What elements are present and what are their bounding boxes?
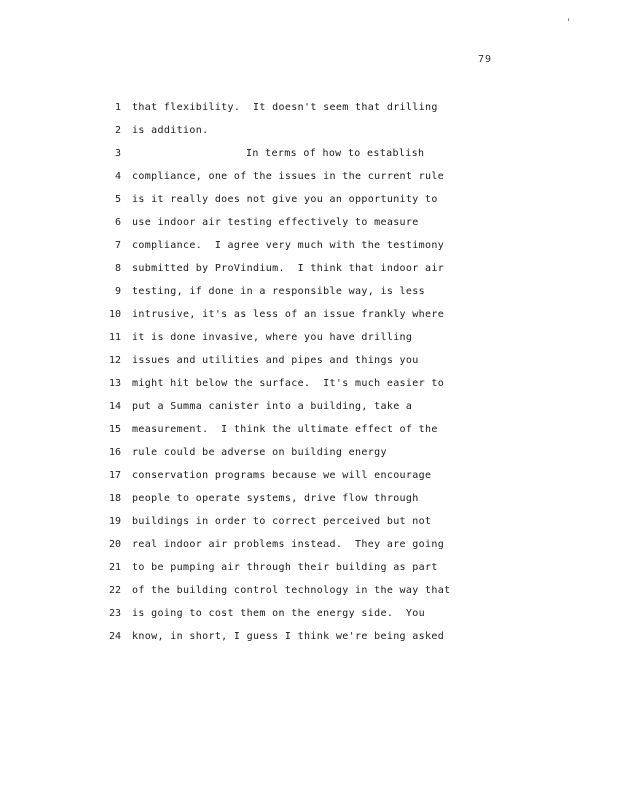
line-text: In terms of how to establish bbox=[246, 148, 425, 159]
line-number: 11 bbox=[108, 332, 121, 343]
transcript-line bbox=[0, 441, 619, 464]
line-text: people to operate systems, drive flow through bbox=[132, 493, 419, 504]
transcript-line bbox=[0, 303, 619, 326]
line-text: know, in short, I guess I think we're being asked bbox=[132, 631, 445, 642]
line-text: intrusive, it's as less of an issue frankly where bbox=[132, 309, 445, 320]
transcript-lines bbox=[0, 96, 619, 648]
line-number: 1 bbox=[114, 102, 121, 113]
line-number: 21 bbox=[108, 562, 121, 573]
transcript-line bbox=[0, 326, 619, 349]
transcript-line bbox=[0, 487, 619, 510]
transcript-line bbox=[0, 510, 619, 533]
transcript-line bbox=[0, 165, 619, 188]
line-text: put a Summa canister into a building, take a bbox=[132, 401, 413, 412]
transcript-line bbox=[0, 602, 619, 625]
transcript-line bbox=[0, 280, 619, 303]
line-number: 7 bbox=[114, 240, 121, 251]
transcript-line bbox=[0, 211, 619, 234]
line-text: compliance. I agree very much with the testimony bbox=[132, 240, 445, 251]
transcript-line bbox=[0, 556, 619, 579]
line-text: real indoor air problems instead. They are going bbox=[132, 539, 445, 550]
line-number: 14 bbox=[108, 401, 121, 412]
transcript-line bbox=[0, 349, 619, 372]
line-text: compliance, one of the issues in the current rule bbox=[132, 171, 445, 182]
transcript-line bbox=[0, 625, 619, 648]
page-number: 79 bbox=[478, 54, 493, 65]
line-number: 12 bbox=[108, 355, 121, 366]
line-number: 10 bbox=[108, 309, 121, 320]
line-number: 19 bbox=[108, 516, 121, 527]
line-number: 4 bbox=[114, 171, 121, 182]
transcript-line bbox=[0, 579, 619, 602]
line-text: testing, if done in a responsible way, is less bbox=[132, 286, 426, 297]
line-text: issues and utilities and pipes and things you bbox=[132, 355, 419, 366]
line-text: might hit below the surface. It's much easier to bbox=[132, 378, 445, 389]
line-text: submitted by ProVindium. I think that indoor air bbox=[132, 263, 445, 274]
line-number: 17 bbox=[108, 470, 121, 481]
line-number: 22 bbox=[108, 585, 121, 596]
transcript-line bbox=[0, 96, 619, 119]
transcript-line bbox=[0, 418, 619, 441]
line-text: buildings in order to correct perceived but not bbox=[132, 516, 432, 527]
line-number: 5 bbox=[114, 194, 121, 205]
line-number: 15 bbox=[108, 424, 121, 435]
line-number: 20 bbox=[108, 539, 121, 550]
line-number: 6 bbox=[114, 217, 121, 228]
transcript-line bbox=[0, 257, 619, 280]
line-text: is it really does not give you an opportunity to bbox=[132, 194, 438, 205]
line-text: of the building control technology in the way that bbox=[132, 585, 451, 596]
line-text: measurement. I think the ultimate effect of the bbox=[132, 424, 438, 435]
line-text: rule could be adverse on building energy bbox=[132, 447, 387, 458]
line-number: 3 bbox=[114, 148, 121, 159]
transcript-line bbox=[0, 533, 619, 556]
transcript-line bbox=[0, 395, 619, 418]
line-text: it is done invasive, where you have drilling bbox=[132, 332, 413, 343]
line-number: 16 bbox=[108, 447, 121, 458]
transcript-line bbox=[0, 119, 619, 142]
line-number: 13 bbox=[108, 378, 121, 389]
line-text: conservation programs because we will encourage bbox=[132, 470, 432, 481]
line-number: 8 bbox=[114, 263, 121, 274]
line-number: 23 bbox=[108, 608, 121, 619]
transcript-line bbox=[0, 372, 619, 395]
line-text: is going to cost them on the energy side. You bbox=[132, 608, 426, 619]
line-text: to be pumping air through their building as part bbox=[132, 562, 438, 573]
line-number: 9 bbox=[114, 286, 121, 297]
line-text: is addition. bbox=[132, 125, 209, 136]
transcript-line bbox=[0, 464, 619, 487]
transcript-line bbox=[0, 188, 619, 211]
line-text: use indoor air testing effectively to measure bbox=[132, 217, 419, 228]
transcript-line bbox=[0, 234, 619, 257]
line-number: 18 bbox=[108, 493, 121, 504]
line-text: that flexibility. It doesn't seem that drilling bbox=[132, 102, 438, 113]
line-number: 24 bbox=[108, 631, 121, 642]
line-number: 2 bbox=[114, 125, 121, 136]
transcript-line bbox=[0, 142, 619, 165]
corner-mark: ' bbox=[566, 18, 572, 28]
